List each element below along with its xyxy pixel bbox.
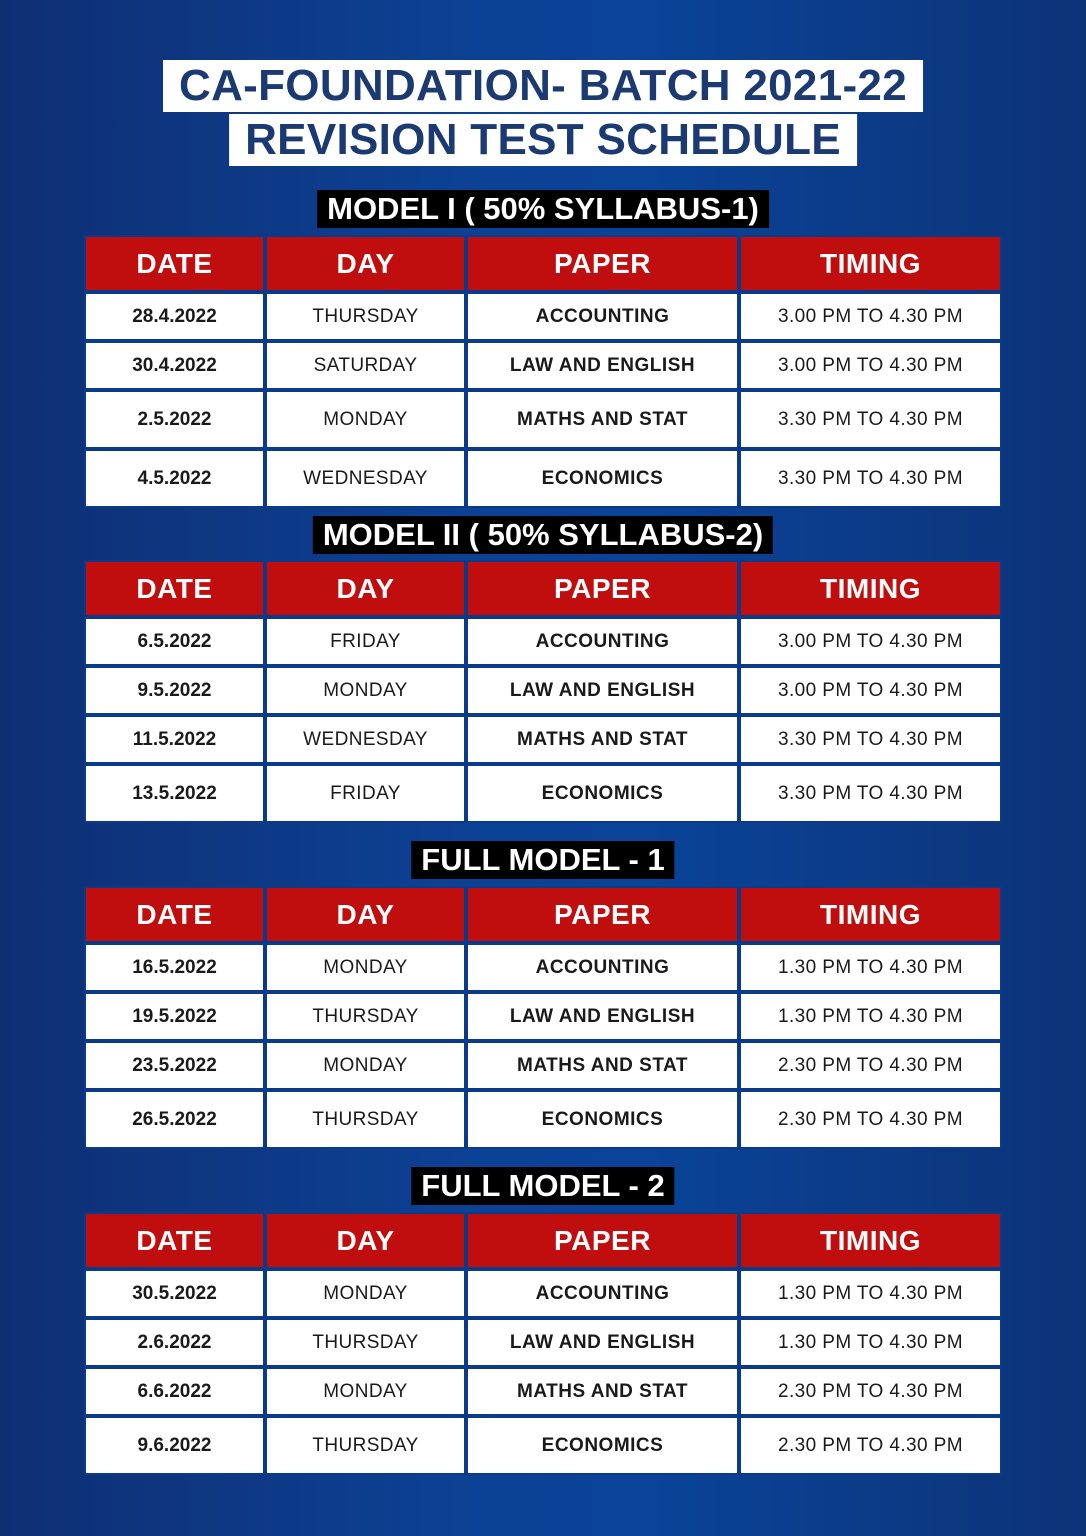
table-row: [84, 1416, 1002, 1475]
schedule-table: [84, 560, 1002, 823]
title-line-1: CA-FOUNDATION- BATCH 2021-22: [163, 60, 923, 112]
day-cell: MONDAY: [265, 666, 466, 715]
table-row: [84, 666, 1002, 715]
date-cell: 9.5.2022: [84, 666, 265, 715]
schedule-table: [84, 235, 1002, 508]
paper-cell: MATHS AND STAT: [466, 1041, 739, 1090]
day-header: DAY: [265, 235, 466, 292]
paper-cell: ACCOUNTING: [466, 943, 739, 992]
paper-cell: LAW AND ENGLISH: [466, 341, 739, 390]
timing-header: TIMING: [739, 886, 1002, 943]
table-row: [84, 1269, 1002, 1318]
schedule-table: [84, 1212, 1002, 1475]
timing-cell: 1.30 PM TO 4.30 PM: [739, 1269, 1002, 1318]
day-header: DAY: [265, 560, 466, 617]
date-cell: 6.5.2022: [84, 617, 265, 666]
table-row: [84, 992, 1002, 1041]
day-cell: THURSDAY: [265, 292, 466, 341]
timing-cell: 3.30 PM TO 4.30 PM: [739, 715, 1002, 764]
paper-header: PAPER: [466, 560, 739, 617]
date-cell: 11.5.2022: [84, 715, 265, 764]
day-cell: THURSDAY: [265, 992, 466, 1041]
timing-cell: 1.30 PM TO 4.30 PM: [739, 992, 1002, 1041]
paper-cell: ACCOUNTING: [466, 292, 739, 341]
table-row: [84, 715, 1002, 764]
timing-cell: 3.00 PM TO 4.30 PM: [739, 292, 1002, 341]
table-row: [84, 764, 1002, 823]
table-row: [84, 390, 1002, 449]
timing-cell: 3.00 PM TO 4.30 PM: [739, 617, 1002, 666]
date-cell: 23.5.2022: [84, 1041, 265, 1090]
date-cell: 28.4.2022: [84, 292, 265, 341]
table-row: [84, 943, 1002, 992]
timing-cell: 3.00 PM TO 4.30 PM: [739, 341, 1002, 390]
day-header: DAY: [265, 1212, 466, 1269]
table-header-row: [84, 1212, 1002, 1269]
date-header: DATE: [84, 886, 265, 943]
paper-cell: ACCOUNTING: [466, 1269, 739, 1318]
day-cell: WEDNESDAY: [265, 715, 466, 764]
date-cell: 16.5.2022: [84, 943, 265, 992]
paper-cell: MATHS AND STAT: [466, 390, 739, 449]
table-row: [84, 1318, 1002, 1367]
paper-cell: LAW AND ENGLISH: [466, 666, 739, 715]
paper-cell: ECONOMICS: [466, 449, 739, 508]
date-cell: 9.6.2022: [84, 1416, 265, 1475]
day-cell: MONDAY: [265, 1041, 466, 1090]
paper-header: PAPER: [466, 235, 739, 292]
paper-cell: MATHS AND STAT: [466, 715, 739, 764]
paper-header: PAPER: [466, 1212, 739, 1269]
timing-cell: 3.30 PM TO 4.30 PM: [739, 449, 1002, 508]
date-cell: 2.5.2022: [84, 390, 265, 449]
table-row: [84, 1367, 1002, 1416]
section-title: FULL MODEL - 1: [411, 841, 674, 879]
date-cell: 4.5.2022: [84, 449, 265, 508]
table-header-row: [84, 560, 1002, 617]
paper-cell: ECONOMICS: [466, 1090, 739, 1149]
title-line-2: REVISION TEST SCHEDULE: [229, 114, 857, 166]
day-cell: MONDAY: [265, 1367, 466, 1416]
table-row: [84, 449, 1002, 508]
table-row: [84, 617, 1002, 666]
timing-cell: 1.30 PM TO 4.30 PM: [739, 943, 1002, 992]
paper-cell: ACCOUNTING: [466, 617, 739, 666]
date-header: DATE: [84, 560, 265, 617]
date-cell: 26.5.2022: [84, 1090, 265, 1149]
paper-cell: MATHS AND STAT: [466, 1367, 739, 1416]
day-cell: SATURDAY: [265, 341, 466, 390]
schedule-table: [84, 886, 1002, 1149]
table-row: [84, 341, 1002, 390]
timing-cell: 2.30 PM TO 4.30 PM: [739, 1090, 1002, 1149]
timing-cell: 2.30 PM TO 4.30 PM: [739, 1041, 1002, 1090]
paper-header: PAPER: [466, 886, 739, 943]
day-cell: MONDAY: [265, 943, 466, 992]
table-header-row: [84, 886, 1002, 943]
table-row: [84, 1041, 1002, 1090]
date-cell: 13.5.2022: [84, 764, 265, 823]
timing-cell: 1.30 PM TO 4.30 PM: [739, 1318, 1002, 1367]
timing-header: TIMING: [739, 235, 1002, 292]
section-title: FULL MODEL - 2: [411, 1167, 674, 1205]
table-header-row: [84, 235, 1002, 292]
paper-cell: ECONOMICS: [466, 1416, 739, 1475]
section-title: MODEL I ( 50% SYLLABUS-1): [317, 190, 769, 228]
timing-cell: 2.30 PM TO 4.30 PM: [739, 1416, 1002, 1475]
timing-cell: 3.30 PM TO 4.30 PM: [739, 764, 1002, 823]
paper-cell: LAW AND ENGLISH: [466, 992, 739, 1041]
date-cell: 30.5.2022: [84, 1269, 265, 1318]
day-header: DAY: [265, 886, 466, 943]
day-cell: WEDNESDAY: [265, 449, 466, 508]
table-row: [84, 292, 1002, 341]
paper-cell: ECONOMICS: [466, 764, 739, 823]
date-cell: 19.5.2022: [84, 992, 265, 1041]
day-cell: THURSDAY: [265, 1090, 466, 1149]
timing-header: TIMING: [739, 1212, 1002, 1269]
date-cell: 30.4.2022: [84, 341, 265, 390]
day-cell: FRIDAY: [265, 617, 466, 666]
day-cell: MONDAY: [265, 1269, 466, 1318]
date-header: DATE: [84, 235, 265, 292]
date-cell: 6.6.2022: [84, 1367, 265, 1416]
day-cell: MONDAY: [265, 390, 466, 449]
table-row: [84, 1090, 1002, 1149]
day-cell: THURSDAY: [265, 1318, 466, 1367]
date-header: DATE: [84, 1212, 265, 1269]
day-cell: THURSDAY: [265, 1416, 466, 1475]
day-cell: FRIDAY: [265, 764, 466, 823]
paper-cell: LAW AND ENGLISH: [466, 1318, 739, 1367]
timing-cell: 3.00 PM TO 4.30 PM: [739, 666, 1002, 715]
timing-header: TIMING: [739, 560, 1002, 617]
section-title: MODEL II ( 50% SYLLABUS-2): [313, 516, 773, 554]
date-cell: 2.6.2022: [84, 1318, 265, 1367]
timing-cell: 2.30 PM TO 4.30 PM: [739, 1367, 1002, 1416]
timing-cell: 3.30 PM TO 4.30 PM: [739, 390, 1002, 449]
